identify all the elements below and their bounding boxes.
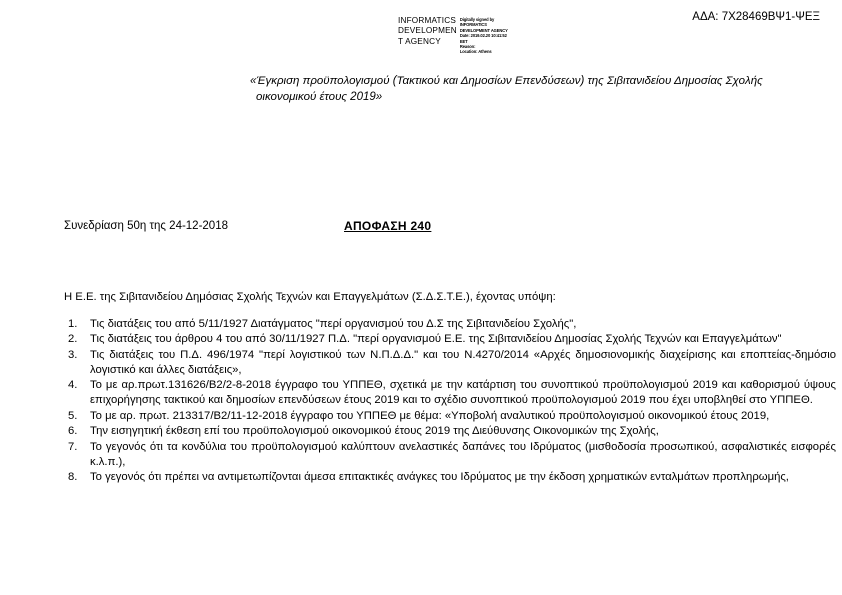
consideration-text: Το με αρ.πρωτ.131626/Β2/2-8-2018 έγγραφο του ΥΠΠΕΘ, σχετικά με την κατάρτιση του συνοπτικού προϋπολογισμού 2019 και καθορισμού ύψους επιχορήγησης τακτικού και δημοσίων επενδύσεων έτους 2019 και το σχέδιο συνοπτικού προϋπολογισμού 2019 που έχει υποβληθεί στο ΥΠΠΕΘ. <box>90 379 836 407</box>
document-subject-line-1: «Έγκριση προϋπολογισμού (Τακτικού και Δημοσίων Επενδύσεων) της Σιβιτανιδείου Δημοσίας Σχολής <box>250 75 763 87</box>
consideration-item <box>64 424 836 439</box>
session-label: Συνεδρίαση 50η της 24-12-2018 <box>64 220 228 232</box>
consideration-text: Τις διατάξεις του από 5/11/1927 Διατάγματος "περί οργανισμού του Δ.Σ της Σιβιτανιδείου Σχολής", <box>90 318 577 330</box>
consideration-item <box>64 409 836 424</box>
ada-code: ΑΔΑ: 7Χ28469ΒΨ1-ΨΕΞ <box>692 11 820 23</box>
consideration-text: Το γεγονός ότι πρέπει να αντιμετωπίζονται άμεσα επιτακτικές ανάγκες του Ιδρύματος με την έκδοση χρηματικών ενταλμάτων προπληρωμής, <box>90 471 789 484</box>
signature-detail-line-4: Date: 2019.02.20 10:41:52 <box>459 33 507 39</box>
signature-agency-line-2: DEVELOPMEN <box>398 26 457 36</box>
considerations-list <box>64 317 836 485</box>
consideration-item <box>64 317 836 332</box>
consideration-number: 3. <box>68 348 78 361</box>
consideration-number: 8. <box>68 471 78 484</box>
consideration-number: 6. <box>68 425 78 438</box>
signature-detail-line-5: EET <box>459 38 468 44</box>
consideration-text: Την εισηγητική έκθεση επί του προϋπολογισμού οικονομικού έτους 2019 της Διεύθυνσης Οικονομικών της Σχολής, <box>90 425 659 438</box>
session-row <box>64 219 818 234</box>
consideration-item <box>64 332 836 347</box>
document-subject-line-2: οικονομικού έτους 2019» <box>256 90 383 103</box>
signature-agency-line-1: INFORMATICS <box>398 16 456 25</box>
consideration-item <box>64 348 836 378</box>
consideration-text: Το γεγονός ότι τα κονδύλια του προϋπολογισμού καλύπτουν ανελαστικές δαπάνες του Ιδρύματος (μισθοδοσία προσωπικού, ασφαλιστικές εισφορές κ.λ.π.), <box>90 440 836 468</box>
consideration-number: 1. <box>68 318 78 330</box>
consideration-item <box>64 378 836 408</box>
signature-agency-line-3: T AGENCY <box>398 36 441 46</box>
preamble-text: Η Ε.Ε. της Σιβιτανιδείου Δημόσιας Σχολής Τεχνών και Επαγγελμάτων (Σ.Δ.Σ.Τ.Ε.), έχοντας υπόψη: <box>64 291 556 303</box>
consideration-text: Τις διατάξεις του Π.Δ. 496/1974 "περί λογιστικού των Ν.Π.Δ.Δ." και του Ν.4270/2014 «Αρχές δημοσιονομικής διαχείρισης και εποπτείας-δημόσιο λογιστικό και άλλες διατάξεις», <box>90 348 836 376</box>
signature-details <box>460 16 508 55</box>
digital-signature-stamp <box>398 16 508 55</box>
consideration-number: 2. <box>68 333 78 346</box>
consideration-item <box>64 440 836 470</box>
signature-detail-line-1: Digitally signed by <box>459 17 495 22</box>
consideration-text: Τις διατάξεις του άρθρου 4 του από 30/11/1927 Π.Δ. "περί οργανισμού Ε.Ε. της Σιβιτανιδείου Δημοσίας Σχολής Τεχνών και Επαγγελμάτων" <box>90 333 782 346</box>
signature-agency-name <box>398 16 457 47</box>
consideration-number: 5. <box>68 409 78 422</box>
consideration-item <box>64 470 836 485</box>
consideration-number: 7. <box>68 440 78 453</box>
signature-detail-line-3: DEVELOPMENT AGENCY <box>459 27 508 33</box>
signature-detail-line-6: Reason: <box>459 44 476 50</box>
document-subject <box>250 74 818 105</box>
signature-detail-line-7: Location: Athens <box>459 49 492 55</box>
signature-detail-line-2: INFORMATICS <box>459 22 487 28</box>
decision-heading: ΑΠΟΦΑΣΗ 240 <box>344 219 432 233</box>
consideration-number: 4. <box>68 379 78 392</box>
consideration-text: Το με αρ. πρωτ. 213317/Β2/11-12-2018 έγγραφο του ΥΠΠΕΘ με θέμα: «Υποβολή αναλυτικού προϋπολογισμού οικονομικού έτους 2019, <box>90 409 770 422</box>
